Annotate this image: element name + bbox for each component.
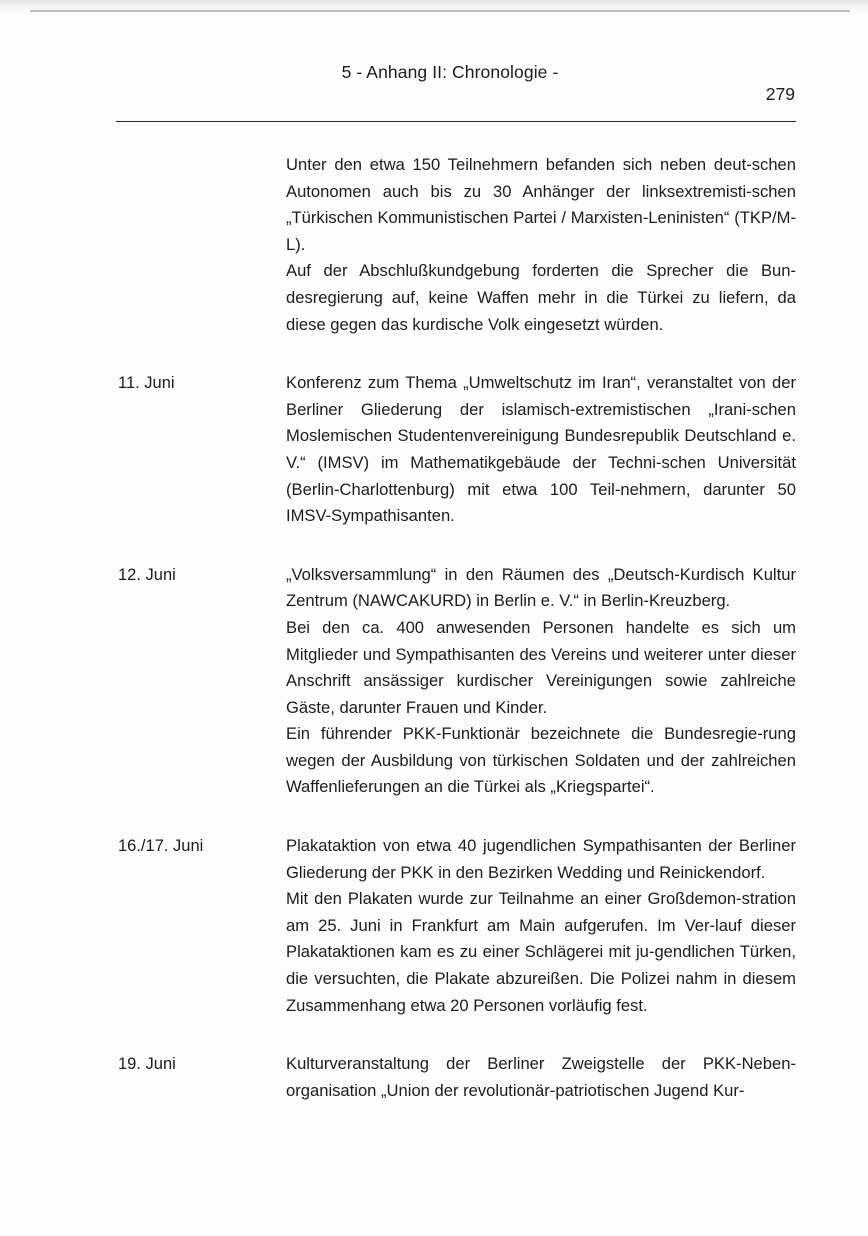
scan-paper-edge [30,10,850,12]
chronology-content [118,152,796,1136]
entry-body [286,562,796,801]
entry-paragraph: Ein führender PKK-Funktionär bezeichnete die Bundesregie-rung wegen der Ausbildung von türkischen Soldaten und der zahlreichen Waffenlieferungen an die Türkei als „Kriegspartei“. [286,724,796,797]
chronology-entry-19-juni [118,1051,796,1104]
entry-paragraph: Auf der Abschlußkundgebung forderten die Sprecher die Bun-desregierung auf, keine Waffen mehr in die Türkei zu liefern, da diese gegen das kurdische Volk eingesetzt würden. [286,261,796,334]
entry-body [286,370,796,530]
entry-date: 16./17. Juni [118,837,204,856]
entry-date: 19. Juni [118,1055,176,1074]
entry-paragraph: Unter den etwa 150 Teilnehmern befanden sich neben deut-schen Autonomen auch bis zu 30 Anhänger der linksextremisti-schen „Türkischen Kommunistischen Partei / Marxisten-Leninisten“ (TKP/M-L). [286,155,796,254]
chronology-entry-11-juni [118,370,796,530]
chronology-entry-16-17-juni [118,833,796,1019]
page-number: 279 [765,84,795,104]
entry-body [286,1051,796,1104]
entry-paragraph: Plakataktion von etwa 40 jugendlichen Sympathisanten der Berliner Gliederung der PKK in den Bezirken Wedding und Reinickendorf. [286,836,796,882]
entry-date: 11. Juni [118,374,175,393]
entry-body [286,152,796,338]
entry-paragraph: „Volksversammlung“ in den Räumen des „Deutsch-Kurdisch Kultur Zentrum (NAWCAKURD) in Berlin e. V.“ in Berlin-Kreuzberg. [286,564,796,611]
entry-paragraph: Mit den Plakaten wurde zur Teilnahme an einer Großdemon-stration am 25. Juni in Frankfurt am Main aufgerufen. Im Ver-lauf dieser Plakataktionen kam es zu einer Schlägerei mit ju-gendlichen Türken, die versuchten, die Plakate abzureißen. Die Polizei nahm in diesem Zusammenhang etwa 20 Personen vorläufig fest. [286,889,796,1015]
entry-paragraph: Bei den ca. 400 anwesenden Personen handelte es sich um Mitglieder und Sympathisanten des Vereins und weiterer unter dieser Anschrift ansässiger kurdischer Vereinigungen sowie zahlreiche Gäste, darunter Frauen und Kinder. [286,617,796,717]
entry-body [286,833,796,1019]
header-rule [116,121,796,122]
entry-paragraph: Konferenz zum Thema „Umweltschutz im Iran“, veranstaltet von der Berliner Gliederung der islamisch-extremistischen „Irani-schen Moslemischen Studentenvereinigung Bundesrepublik Deutschland e. V.“ (IMSV) im Mathematikgebäude der Techni-schen Universität (Berlin-Charlottenburg) mit etwa 100 Teil-nehmern, darunter 50 IMSV-Sympathisanten. [286,373,796,526]
chronology-entry-continued [118,152,796,338]
chronology-entry-12-juni [118,562,796,801]
entry-paragraph: Kulturveranstaltung der Berliner Zweigstelle der PKK-Neben-organisation „Union der revolutionär-patriotischen Jugend Kur- [286,1054,796,1100]
page-header-title: 5 - Anhang II: Chronologie - [341,62,559,82]
entry-date: 12. Juni [118,565,176,584]
